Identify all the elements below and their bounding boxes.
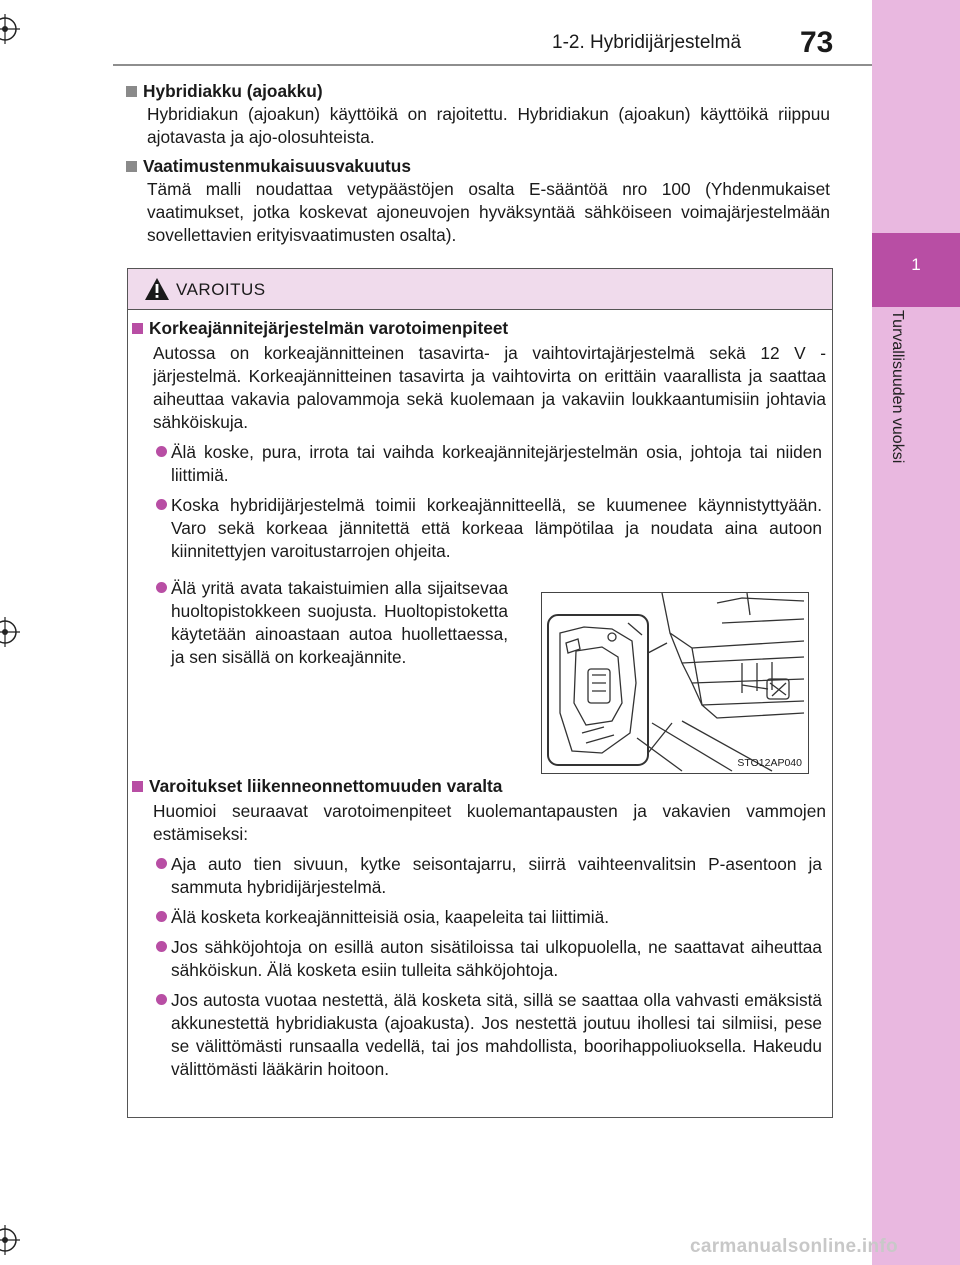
warning-triangle-icon bbox=[144, 277, 170, 301]
section-title: 1-2. Hybridijärjestelmä bbox=[552, 32, 742, 53]
list-item-text: Koska hybridijärjestelmä toimii korkeajännitteellä, se kuumenee käynnistyttyään. Varo sekä korkeaa jännitettä että korkeaa lämpötilaa ja noudata aina autoon kiinnitettyjen varoitustarrojen ohjeita. bbox=[171, 495, 822, 561]
chapter-number-box bbox=[872, 233, 960, 307]
warning-text-1: Autossa on korkeajännitteinen tasavirta- ja vaihtovirtajärjestelmä sekä 12 V -järjestelmä. Korkeajännitteinen tasavirta ja vaihtovirta on erittäin vaarallista ja saattaa aiheuttaa vakavia palovammoja sekä kuolemaan ja vakaviin loukkaantumisiin johtavia sähköiskuja. bbox=[153, 343, 826, 432]
bullet-dot-icon bbox=[156, 911, 167, 922]
header-divider bbox=[113, 64, 872, 66]
list-item-text: Jos sähköjohtoja on esillä auton sisätiloissa tai ulkopuolella, ne saattavat aiheuttaa sähköiskun. Älä kosketa esiin tulleita sähköjohtoja. bbox=[171, 937, 822, 980]
chapter-number: 1 bbox=[911, 255, 921, 274]
bullet-dot-icon bbox=[156, 994, 167, 1005]
intro-heading-2 bbox=[126, 155, 830, 178]
bullet-dot-icon bbox=[156, 582, 167, 593]
intro-heading-1 bbox=[126, 80, 830, 103]
warning-section-accident bbox=[128, 775, 834, 1081]
list-item-text: Jos autosta vuotaa nestettä, älä kosketa sitä, sillä se saattaa olla vahvasti emäksistä akkunestettä hybridiakusta (ajoakusta). Jos nestettä joutuu ihollesi tai silmiisi, pese se välittömästi runsaalla vedellä, tai jos mahdollista, boorihappoliuoksella. Hakeudu välittömästi lääkärin hoitoon. bbox=[171, 990, 822, 1079]
list-item bbox=[132, 853, 826, 899]
list-item bbox=[132, 936, 826, 982]
chapter-label-wrapper bbox=[888, 310, 908, 540]
list-item bbox=[132, 989, 826, 1081]
warning-heading-text: Varoitukset liikenneonnettomuuden varalta bbox=[149, 776, 503, 796]
chapter-label: Turvallisuuden vuoksi bbox=[889, 310, 906, 464]
chapter-side-tab bbox=[872, 0, 960, 1265]
bullet-dot-icon bbox=[156, 941, 167, 952]
service-plug-illustration bbox=[541, 592, 809, 774]
warning-box bbox=[127, 268, 833, 1118]
list-item bbox=[132, 577, 512, 763]
warning-header bbox=[128, 269, 832, 310]
list-item bbox=[132, 441, 826, 487]
intro-section bbox=[126, 80, 830, 247]
page-number: 73 bbox=[800, 26, 834, 59]
square-bullet-icon bbox=[126, 161, 137, 172]
page-header bbox=[0, 26, 872, 66]
intro-text-2: Tämä malli noudattaa vetypäästöjen osalta E-sääntöä nro 100 (Yhdenmukaiset vaatimukset, jotka koskevat ajoneuvojen hyväksyntää sähköiseen voimajärjestelmään sovellettavien erityisvaatimusten osalta). bbox=[147, 179, 830, 245]
square-bullet-icon bbox=[132, 323, 143, 334]
list-item-text: Älä kosketa korkeajännitteisiä osia, kaapeleita tai liittimiä. bbox=[171, 907, 610, 927]
service-plug-drawing bbox=[542, 593, 807, 772]
warning-title: VAROITUS bbox=[176, 280, 266, 299]
list-item-text: Aja auto tien sivuun, kytke seisontajarru, siirrä vaihteenvalitsin P-asentoon ja sammuta hybridijärjestelmä. bbox=[171, 854, 822, 897]
warning-heading-1 bbox=[132, 317, 826, 340]
list-item-text: Älä yritä avata takaistuimien alla sijaitsevaa huoltopistokkeen suojusta. Huoltopistoketta käytetään ainoastaan autoa huollettaessa, ja sen sisällä on korkeajännite. bbox=[171, 578, 508, 667]
figure-label: STO12AP040 bbox=[737, 757, 802, 769]
intro-heading-text: Hybridiakku (ajoakku) bbox=[143, 81, 323, 101]
warning-heading-text: Korkeajännitejärjestelmän varotoimenpiteet bbox=[149, 318, 509, 338]
warning-heading-2 bbox=[132, 775, 826, 798]
registration-mark-mid-left bbox=[0, 617, 20, 647]
list-item-text: Älä koske, pura, irrota tai vaihda korkeajännitejärjestelmän osia, johtoja tai niiden liittimiä. bbox=[171, 442, 822, 485]
list-item bbox=[132, 494, 826, 563]
intro-text-1: Hybridiakun (ajoakun) käyttöikä on rajoitettu. Hybridiakun (ajoakun) käyttöikä riippuu ajotavasta ja ajo-olosuhteista. bbox=[147, 104, 830, 147]
bullet-dot-icon bbox=[156, 499, 167, 510]
registration-mark-bottom-left bbox=[0, 1225, 20, 1255]
bullet-dot-icon bbox=[156, 858, 167, 869]
bullet-dot-icon bbox=[156, 446, 167, 457]
watermark: carmanualsonline.info bbox=[690, 1236, 898, 1257]
list-item bbox=[132, 906, 826, 929]
square-bullet-icon bbox=[126, 86, 137, 97]
intro-heading-text: Vaatimustenmukaisuusvakuutus bbox=[143, 156, 411, 176]
warning-text-2: Huomioi seuraavat varotoimenpiteet kuolemantapausten ja vakavien vammojen estämiseksi: bbox=[153, 801, 826, 844]
square-bullet-icon bbox=[132, 781, 143, 792]
